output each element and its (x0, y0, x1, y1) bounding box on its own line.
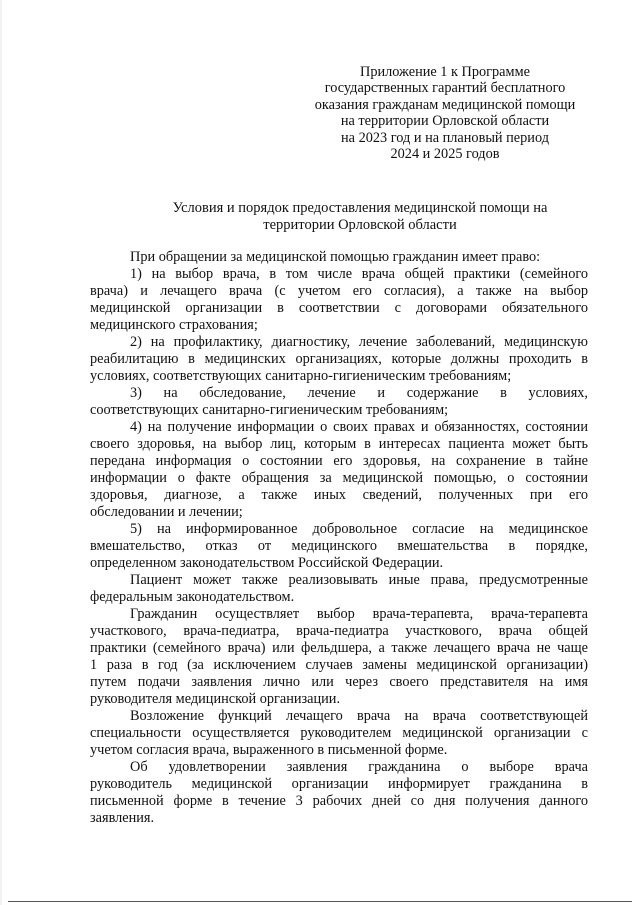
body-line: своего здоровья, на выбор лиц, которым в интересах пациента может быть (90, 436, 588, 452)
scan-edge (0, 0, 2, 905)
body-line: федеральным законодательством. (90, 589, 295, 605)
body-line: информации о факте обращения за медицинской помощью, о состоянии (90, 470, 588, 486)
body-line: путем подачи заявления лично или через своего представителя на имя (90, 674, 588, 690)
body-line: заявления. (90, 810, 155, 826)
body-line: письменной форме в течение 3 рабочих дней со дня получения данного (90, 793, 588, 809)
body-line: здоровья, диагнозе, а также иных сведений, полученных при его (90, 487, 588, 503)
document-title (150, 200, 570, 234)
body-line: условиях, соответствующих санитарно-гигиеническим требованиям; (90, 368, 512, 384)
body-line: Об удовлетворении заявления гражданина о выборе врача (130, 759, 588, 775)
body-line: 3) на обследование, лечение и содержание в условиях, (130, 385, 588, 401)
body-line: Гражданин осуществляет выбор врача-терапевта, врача-терапевта (130, 606, 588, 622)
body-text (90, 249, 588, 827)
appendix-line: на 2023 год и на плановый период (341, 129, 549, 146)
body-line: соответствующих санитарно-гигиеническим требованиям; (90, 402, 449, 418)
body-line: 1 раза в год (за исключением случаев замены медицинской организации) (90, 657, 588, 673)
body-line: врача) и лечащего врача (с учетом его согласия), а также на выбор (90, 283, 588, 299)
body-line: Пациент может также реализовывать иные права, предусмотренные (130, 572, 588, 588)
body-line: 4) на получение информации о своих правах и обязанностях, состоянии (130, 419, 588, 435)
title-line: Условия и порядок предоставления медицинской помощи на (172, 200, 548, 216)
body-line: руководителя медицинской организации. (90, 691, 341, 707)
appendix-line: 2024 и 2025 годов (390, 146, 500, 163)
page-bottom-edge (8, 901, 632, 902)
appendix-line: государственных гарантий бесплатного (324, 80, 566, 97)
appendix-header (300, 64, 590, 162)
title-line: территории Орловской области (263, 217, 457, 233)
body-line: практики (семейного врача) или фельдшера, а также лечащего врача не чаще (90, 640, 588, 656)
body-line: вмешательство, отказ от медицинского вмешательства в порядке, (90, 538, 588, 554)
appendix-line: оказания гражданам медицинской помощи (314, 96, 576, 113)
body-line: 2) на профилактику, диагностику, лечение заболеваний, медицинскую (130, 334, 588, 350)
body-line: учетом согласия врача, выраженного в письменной форме. (90, 742, 448, 758)
body-line: специальности осуществляется руководителем медицинской организации с (90, 725, 588, 741)
body-line: 5) на информированное добровольное согласие на медицинское (130, 521, 588, 537)
appendix-line: Приложение 1 к Программе (360, 64, 530, 80)
body-line: реабилитацию в медицинских организациях, которые должны проходить в (90, 351, 588, 367)
body-line: медицинской организации в соответствии с договорами обязательного (90, 300, 588, 316)
body-line: участкового, врача-педиатра, врача-педиатра участкового, врача общей (90, 623, 588, 639)
body-line: обследовании и лечении; (90, 504, 243, 520)
body-line: 1) на выбор врача, в том числе врача общей практики (семейного (130, 266, 588, 282)
body-line: медицинского страхования; (90, 317, 258, 333)
body-line: передана информация о состоянии его здоровья, на сохранение в тайне (90, 453, 588, 469)
body-line: руководитель медицинской организации информирует гражданина в (90, 776, 588, 792)
body-line: определенном законодательством Российской Федерации. (90, 555, 444, 571)
appendix-line: на территории Орловской области (340, 113, 550, 130)
body-line: При обращении за медицинской помощью гражданин имеет право: (130, 249, 541, 265)
body-line: Возложение функций лечащего врача на врача соответствующей (130, 708, 588, 724)
